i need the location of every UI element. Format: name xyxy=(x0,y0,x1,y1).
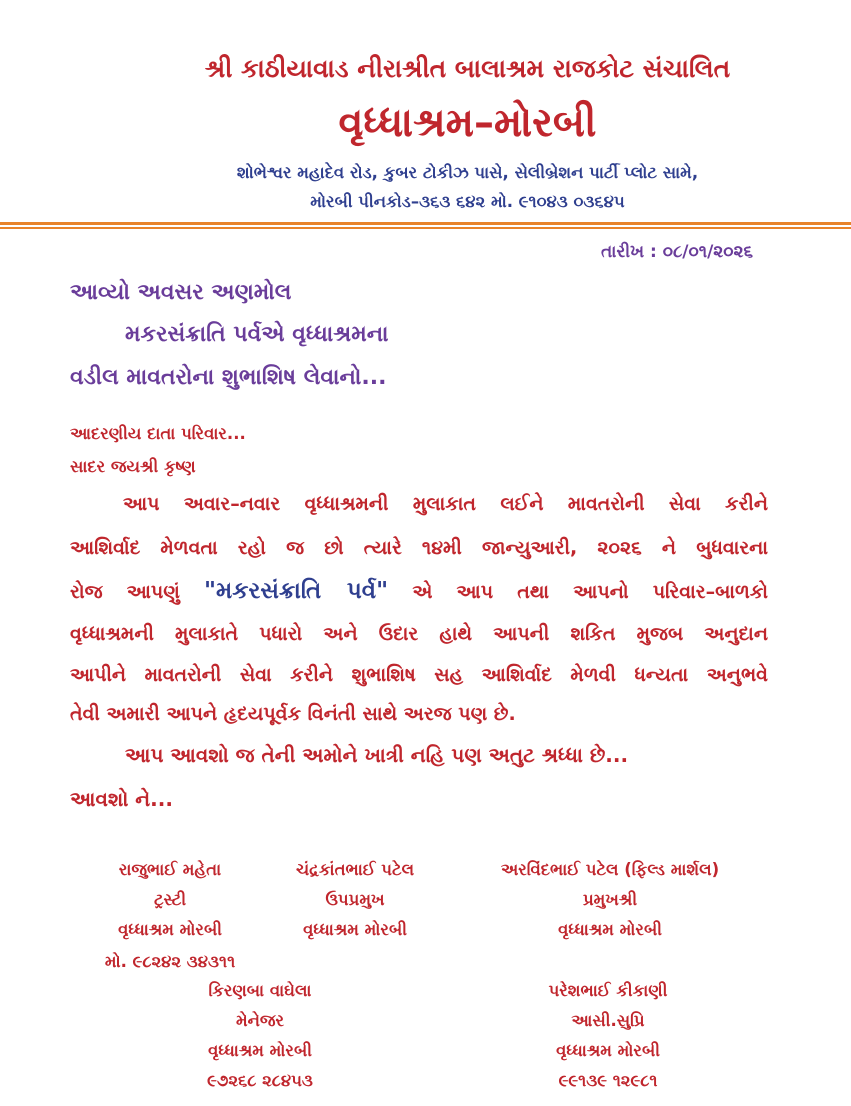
signatory-org: વૃધ્ધાશ્રમ મોરબી xyxy=(558,920,662,939)
salutation-line: સાદર જયશ્રી કૃષ્ણ xyxy=(70,457,196,476)
signatory-name: પરેશભાઈ કીકાણી xyxy=(548,981,668,1000)
signatory-org: વૃધ્ધાશ્રમ મોરબી xyxy=(208,1041,312,1060)
signatory-org: વૃધ્ધાશ્રમ મોરબી xyxy=(118,920,222,939)
address-line-2: મોરબી પીનકોડ–૩૬૩ ૬૪૨ મો. ૯૧૦૪૩ ૦૩૬૪૫ xyxy=(310,192,625,211)
body-line: આપીને માવતરોની સેવા કરીને શુભાશિષ સહ આશિર્વાદ મેળવી ધન્યતા અનુભવે xyxy=(70,664,768,686)
signatory-role: ઉપપ્રમુખ xyxy=(325,890,385,909)
signatory-role: પ્રમુખશ્રી xyxy=(582,890,638,909)
signatory-name: રાજુભાઈ મહેતા xyxy=(118,860,222,879)
header-divider-top xyxy=(0,222,851,225)
org-line: શ્રી કાઠીયાવાડ નીરાશ્રીત બાલાશ્રમ રાજકોટ સંચાલિત xyxy=(204,54,731,83)
festival-highlight: "મકરસંક્રાતિ પર્વ" xyxy=(204,578,389,604)
body-line xyxy=(70,578,768,604)
signatory-name: કિરણબા વાઘેલા xyxy=(208,981,312,1000)
signatory-org: વૃધ્ધાશ્રમ મોરબી xyxy=(556,1041,660,1060)
body-line: વૃધ્ધાશ્રમની મુલાકાતે પધારો અને ઉદાર હાથે આપની શકિત મુજબ અનુદાન xyxy=(70,623,768,645)
address-line-1: શોભેશ્વર મહાદેવ રોડ, કુબર ટોકીઝ પાસે, સેલીબ્રેશન પાર્ટી પ્લોટ સામે, xyxy=(236,163,699,182)
signatory-role: ટ્રસ્ટી xyxy=(153,890,187,909)
body-line: આપ અવાર–નવાર વૃધ્ધાશ્રમની મુલાકાત લઈને માવતરોની સેવા કરીને xyxy=(123,493,768,515)
body-line: તેવી અમારી આપને હૃદયપૂર્વક વિનંતી સાથે અરજ પણ છે. xyxy=(70,703,516,725)
signatory-name: ચંદ્રકાંતભાઈ પટેલ xyxy=(295,860,415,879)
headline-line: આવ્યો અવસર અણમોલ xyxy=(70,280,292,305)
headline-line: મકરસંક્રાતિ પર્વએ વૃધ્ધાશ્રમના xyxy=(125,322,389,347)
signatory-phone: મો. ૯૮૨૪૨ ૩૪૩૧૧ xyxy=(104,952,236,971)
closing-line: આવશો ને... xyxy=(70,787,173,811)
signatory-role: આસી.સુપ્રિ xyxy=(571,1011,645,1030)
letter-date: તારીખ : ૦૮/૦૧/૨૦૨૬ xyxy=(601,242,753,262)
salutation-line: આદરણીય દાતા પરિવાર... xyxy=(70,424,246,443)
headline-line: વડીલ માવતરોના શુભાશિષ લેવાનો... xyxy=(70,365,387,390)
closing-line: આપ આવશો જ તેની અમોને ખાત્રી નહિ પણ અતુટ શ્રધ્ધા છે... xyxy=(125,743,629,767)
signatory-phone: ૯૭૨૬૮ ૨૮૪૫૩ xyxy=(207,1071,313,1090)
signatory-role: મેનેજર xyxy=(235,1011,285,1030)
signatory-name: અરવિંદભાઈ પટેલ (ફિલ્ડ માર્શલ) xyxy=(500,860,720,879)
header-divider-bottom xyxy=(0,227,851,229)
page-title: વૃધ્ધાશ્રમ–મોરબી xyxy=(338,100,597,146)
signatory-phone: ૯૯૧૩૯ ૧૨૯૮૧ xyxy=(558,1071,658,1090)
body-line: આશિર્વાદ મેળવતા રહો જ છો ત્યારે ૧૪મી જાન્યુઆરી, ૨૦૨૬ ને બુધવારના xyxy=(70,537,768,559)
body-text: એ આપ તથા આપનો પરિવાર–બાળકો xyxy=(412,581,768,603)
signatory-org: વૃધ્ધાશ્રમ મોરબી xyxy=(303,920,407,939)
body-text: રોજ આપણું xyxy=(70,581,180,603)
